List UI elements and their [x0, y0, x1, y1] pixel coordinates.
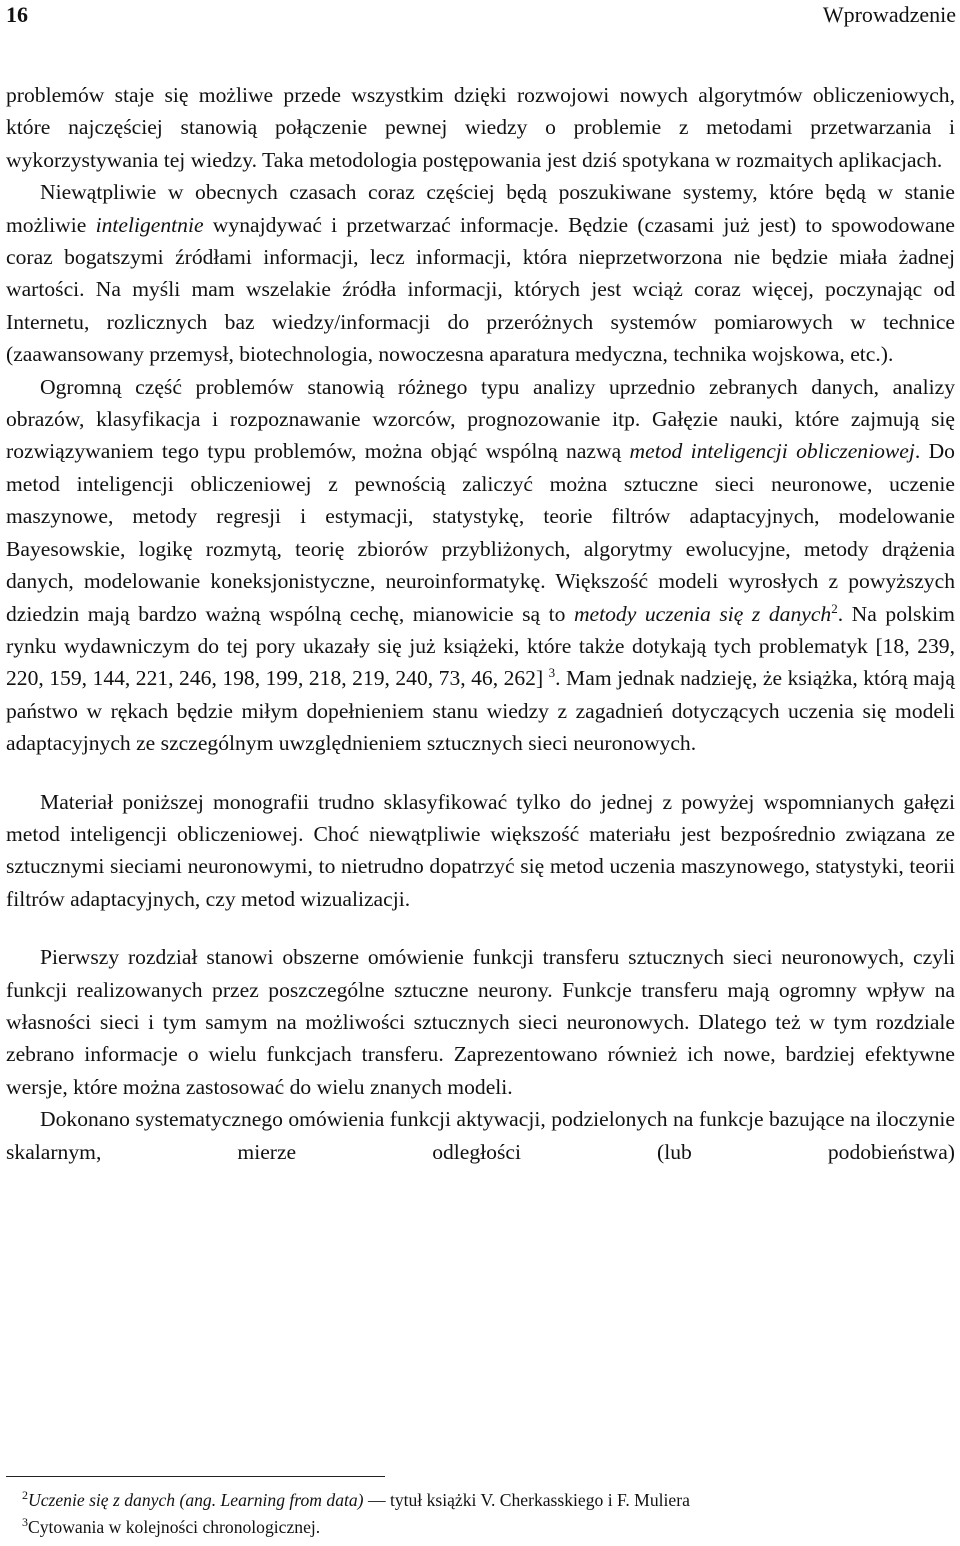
footnotes [6, 1487, 955, 1541]
paragraph-5-text: Pierwszy rozdział stanowi obszerne omówienie funkcji transferu sztucznych sieci neuronowych, czyli funkcji realizowanych przez poszczególne sztuczne neurony. Funkcje transferu mają ogromny wpływ na własności sieci i tym samym na możliwości sztucznych sieci neuronowych. Dlatego też w tym rozdziale zebrano informacje o wielu funkcjach transferu. Zaprezentowano również ich nowe, bardziej efektywne wersje, które można zastosować do wielu znanych modeli. [6, 945, 955, 1099]
paragraph-3-text-4: . Mam jednak nadzieję, że książka, którą mają państwo w rękach będzie miłym dopełnieniem stanu wiedzy z zagadnień dotyczących uczenia się modeli adaptacyjnych ze szczególnym uwzględnieniem sztucznych sieci neuronowych. [6, 666, 956, 756]
paragraph-3 [6, 371, 955, 760]
footnote-mark: 2 [22, 1488, 28, 1503]
footnote-ref-3[interactable]: 3 [548, 665, 556, 681]
paragraph-2-text-1: Niewątpliwie w obecnych czasach coraz częściej będą poszukiwane systemy, które będą w stanie możliwie [6, 180, 955, 237]
footnote-ref-2[interactable]: 2 [831, 600, 838, 616]
running-head: Wprowadzenie [822, 2, 956, 27]
footnote-2 [6, 1487, 955, 1514]
page-header [6, 0, 956, 30]
paragraph-3-text-3: . Na polskim rynku wydawniczym do tej pory ukazały się już książeki, które także dotykają tych problematyk [18, 239, 220, 159, 144, 221, 246, 198, 199, 218, 219, 240, 73, 46, 262] [6, 601, 955, 691]
footnote-2-title: Uczenie się z danych (ang. Learning from data) [28, 1490, 364, 1510]
footnote-2-text: — tytuł książki V. Cherkasskiego i F. Muliera [363, 1490, 690, 1510]
paragraph-3-text-1: Ogromną część problemów stanowią różnego typu analizy uprzednio zebranych danych, analizy obrazów, klasyfikacja i rozpoznawanie wzorców, prognozowanie itp. Gałęzie nauki, które zajmują się rozwiązywaniem tego typu problemów, można objąć wspólną nazwą [6, 374, 955, 464]
paragraph-4 [6, 786, 955, 916]
emphasis-inteligentnie: inteligentnie [95, 212, 204, 237]
footnote-mark: 3 [22, 1515, 28, 1530]
paragraph-1 [6, 79, 955, 176]
paragraph-1-text: problemów staje się możliwe przede wszystkim dzięki rozwojowi nowych algorytmów obliczeniowych, które najczęściej stanowią połączenie pewnej wiedzy o problemie z metodami przetwarzania i wykorzystywania tej wiedzy. Taka metodologia postępowania jest dziś spotykana w rozmaitych aplikacjach. [6, 83, 955, 172]
paragraph-2 [6, 176, 955, 370]
body-text [6, 79, 955, 1168]
paragraph-2-text-2: wynajdywać i przetwarzać informacje. Będzie (czasami już jest) to spowodowane coraz bogatszymi źródłami informacji, lecz informacji, która nieprzetworzona nie będzie miała żadnej wartości. Na myśli mam wszelakie źródła informacji, których jest wciąż coraz więcej, poczynając od Internetu, rozlicznych baz wiedzy/informacji do przeróżnych systemów pomiarowych w technice (zaawansowany przemysł, biotechnologia, nowoczesna aparatura medyczna, technika wojskowa, etc.). [6, 212, 955, 367]
paragraph-5 [6, 941, 955, 1103]
paragraph-3-text-2: . Do metod inteligencji obliczeniowej z pewnością zaliczyć można sztuczne sieci neuronowe, uczenie maszynowe, metody regresji i estymacji, statystykę, teorie filtrów adaptacyjnych, modelowanie Bayesowskie, logikę rozmytą, teorię zbiorów przybliżonych, algorytmy ewolucyjne, metody drążenia danych, modelowanie koneksjonistyczne, neuroinformatykę. Większość modeli wyrosłych z powyższych dziedzin mają bardzo ważną wspólną cechę, mianowicie są to [6, 439, 955, 626]
paragraph-6 [6, 1103, 955, 1168]
emphasis-metody-uczenia: metody uczenia się z danych [573, 601, 832, 626]
footnote-divider [6, 1476, 385, 1477]
footnote-3 [6, 1514, 955, 1541]
emphasis-metod-inteligencji: metod inteligencji obliczeniowej [629, 439, 915, 464]
paragraph-4-text: Materiał poniższej monografii trudno sklasyfikować tylko do jednej z powyżej wspomnianych gałęzi metod inteligencji obliczeniowej. Choć niewątpliwie większość materiału jest bezpośrednio związana ze sztucznymi sieciami neuronowymi, to nietrudno dopatrzyć się metod uczenia maszynowego, statystyki, teorii filtrów adaptacyjnych, czy metod wizualizacji. [6, 789, 955, 911]
footnote-3-text: Cytowania w kolejności chronologicznej. [28, 1517, 321, 1537]
page-number: 16 [6, 2, 28, 27]
paragraph-6-text: Dokonano systematycznego omówienia funkcji aktywacji, podzielonych na funkcje bazujące na iloczynie skalarnym, mierze odległości (lub podobieństwa) [6, 1107, 955, 1164]
